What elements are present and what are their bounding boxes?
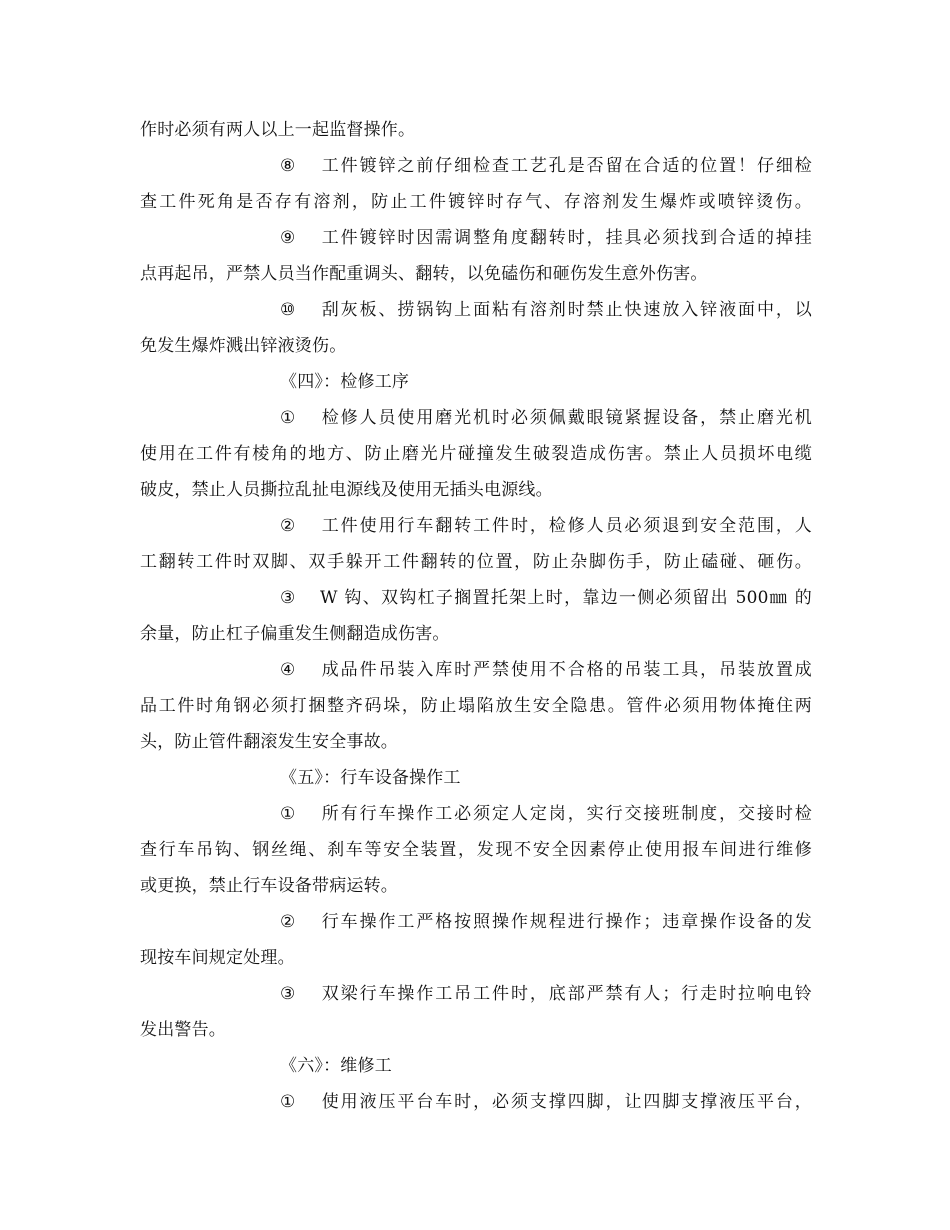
- text-line: [140, 292, 812, 328]
- heading-text: 《六》：维修工: [280, 1056, 392, 1076]
- line-text: 使用在工件有棱角的地方、防止磨光片碰撞发生破裂造成伤害。禁止人员损坏电缆: [140, 444, 812, 464]
- line-text: W 钩、双钩杠子搁置托架上时，靠边一侧必须留出 500㎜ 的: [320, 588, 812, 608]
- list-marker: ①: [280, 408, 296, 428]
- text-line: [140, 904, 812, 940]
- line-text: 查工件死角是否存有溶剂，防止工件镀锌时存气、存溶剂发生爆炸或喷锌烫伤。: [140, 192, 812, 212]
- line-content: [280, 400, 812, 436]
- line-text: 发出警告。: [140, 1020, 226, 1040]
- list-marker: ③: [280, 984, 296, 1004]
- line-text: 破皮，禁止人员撕拉乱扯电源线及使用无插头电源线。: [140, 480, 553, 500]
- section-heading: [140, 1048, 812, 1084]
- list-marker: ①: [280, 1092, 296, 1112]
- line-content: [280, 904, 812, 940]
- text-line: [140, 436, 812, 472]
- text-line: [140, 256, 812, 292]
- line-text: 品工件时角钢必须打捆整齐码垛，防止塌陷放生安全隐患。管件必须用物体掩住两: [140, 696, 812, 716]
- list-marker: ③: [280, 588, 296, 608]
- line-content: [280, 508, 812, 544]
- text-line: [140, 832, 812, 868]
- text-line: [140, 580, 812, 616]
- document-body: [140, 112, 812, 1120]
- text-line: [140, 544, 812, 580]
- line-text: 使用液压平台车时，必须支撑四脚，让四脚支撑液压平台，: [320, 1092, 812, 1112]
- text-line: [140, 1084, 812, 1120]
- text-line: [140, 796, 812, 832]
- text-line: [140, 616, 812, 652]
- line-content: [280, 292, 812, 328]
- list-marker: ④: [280, 660, 296, 680]
- text-line: [140, 940, 812, 976]
- line-text: 查行车吊钩、钢丝绳、刹车等安全装置，发现不安全因素停止使用报车间进行维修: [140, 840, 812, 860]
- line-text: 点再起吊，严禁人员当作配重调头、翻转，以免磕伤和砸伤发生意外伤害。: [140, 264, 708, 284]
- line-content: [280, 580, 812, 616]
- text-line: [140, 148, 812, 184]
- text-line: [140, 400, 812, 436]
- line-content: [280, 652, 812, 688]
- text-line: [140, 868, 812, 904]
- line-text: 双梁行车操作工吊工件时，底部严禁有人；行走时拉响电铃: [320, 984, 812, 1004]
- line-content: [280, 976, 812, 1012]
- section-heading: [140, 364, 812, 400]
- line-text: 所有行车操作工必须定人定岗，实行交接班制度，交接时检: [320, 804, 812, 824]
- line-content: [280, 148, 812, 184]
- text-line: [140, 112, 812, 148]
- list-marker: ⑧: [280, 156, 296, 176]
- line-text: 工件使用行车翻转工件时，检修人员必须退到安全范围，人: [320, 516, 812, 536]
- line-text: 现按车间规定处理。: [140, 948, 295, 968]
- line-text: 工翻转工件时双脚、双手躲开工件翻转的位置，防止杂脚伤手，防止磕碰、砸伤。: [140, 552, 812, 572]
- line-text: 余量，防止杠子偏重发生侧翻造成伤害。: [140, 624, 450, 644]
- text-line: [140, 472, 812, 508]
- text-line: [140, 976, 812, 1012]
- text-line: [140, 724, 812, 760]
- list-marker: ②: [280, 912, 296, 932]
- line-content: [280, 1084, 812, 1120]
- list-marker: ①: [280, 804, 296, 824]
- text-line: [140, 328, 812, 364]
- list-marker: ⑩: [280, 300, 296, 320]
- text-line: [140, 220, 812, 256]
- line-text: 或更换，禁止行车设备带病运转。: [140, 876, 398, 896]
- line-text: 工件镀锌时因需调整角度翻转时，挂具必须找到合适的掉挂: [320, 228, 812, 248]
- line-text: 头，防止管件翻滚发生安全事故。: [140, 732, 398, 752]
- section-heading: [140, 760, 812, 796]
- line-text: 免发生爆炸溅出锌液烫伤。: [140, 336, 347, 356]
- text-line: [140, 652, 812, 688]
- line-text: 检修人员使用磨光机时必须佩戴眼镜紧握设备，禁止磨光机: [320, 408, 812, 428]
- heading-text: 《五》：行车设备操作工: [280, 768, 461, 788]
- line-content: [280, 220, 812, 256]
- line-text: 行车操作工严格按照操作规程进行操作；违章操作设备的发: [320, 912, 812, 932]
- list-marker: ②: [280, 516, 296, 536]
- line-content: [280, 796, 812, 832]
- line-text: 成品件吊装入库时严禁使用不合格的吊装工具，吊装放置成: [320, 660, 812, 680]
- text-line: [140, 184, 812, 220]
- list-marker: ⑨: [280, 228, 296, 248]
- line-text: 作时必须有两人以上一起监督操作。: [140, 120, 416, 140]
- text-line: [140, 508, 812, 544]
- heading-text: 《四》：检修工序: [280, 372, 410, 392]
- text-line: [140, 1012, 812, 1048]
- line-text: 刮灰板、捞锅钩上面粘有溶剂时禁止快速放入锌液面中，以: [320, 300, 812, 320]
- line-text: 工件镀锌之前仔细检查工艺孔是否留在合适的位置！仔细检: [320, 156, 812, 176]
- text-line: [140, 688, 812, 724]
